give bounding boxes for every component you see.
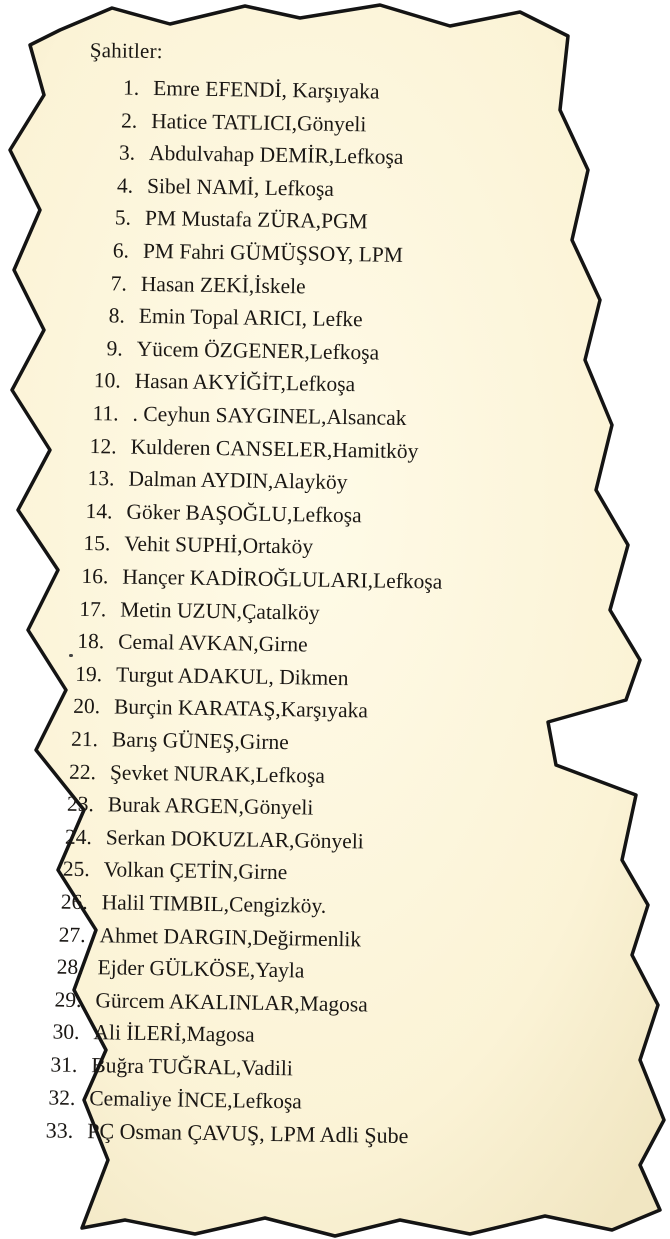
witness-entry: [97, 110, 367, 136]
witness-entry: [78, 403, 406, 430]
entry-name: Emre EFENDİ, Karşıyaka: [153, 76, 380, 104]
witness-entry: [48, 891, 327, 917]
witness-entry: [85, 305, 363, 331]
witness-entry: [91, 207, 368, 233]
entry-name: Vehit SUPHİ,Ortaköy: [124, 531, 314, 559]
witness-entry: [56, 761, 325, 787]
entry-number: 18.: [77, 629, 105, 654]
entry-number: 2.: [120, 108, 138, 133]
entry-number: 17.: [79, 596, 107, 621]
entry-name: Burak ARGEN,Gönyeli: [107, 792, 314, 820]
entry-name: Ahmet DARGIN,Değirmenlik: [99, 922, 362, 951]
entry-name: Cemaliye İNCE,Lefkoşa: [89, 1085, 303, 1114]
witness-entry: [72, 498, 362, 528]
entry-name: Ali İLERİ,Magosa: [93, 1020, 255, 1048]
entry-number: 8.: [108, 303, 126, 328]
entry-name: Turgut ADAKUL, Dikmen: [115, 662, 349, 690]
witness-entry: [33, 1119, 408, 1147]
entry-name: Cemal AVKAN,Girne: [118, 629, 308, 657]
entry-name: Sibel NAMİ, Lefkoşa: [146, 173, 335, 201]
witness-entry: [83, 338, 380, 364]
witness-entry: [93, 175, 334, 200]
witness-entry: [58, 726, 289, 755]
entry-name: Hançer KADİROĞLULARI,Lefkoşa: [122, 564, 443, 594]
entry-name: PM Fahri GÜMÜŞSOY, LPM: [142, 238, 404, 267]
entry-number: 23.: [66, 791, 95, 817]
entry-name: Dalman AYDIN,Alayköy: [128, 466, 348, 495]
entry-number: 13.: [87, 466, 115, 491]
witness-entry: [68, 563, 443, 594]
witness-entry: [64, 631, 308, 656]
witness-entry: [60, 696, 368, 722]
entry-number: 10.: [93, 368, 121, 393]
entry-name: Serkan DOKUZLAR,Gönyeli: [105, 825, 364, 854]
entry-number: 9.: [106, 336, 123, 361]
entry-number: 6.: [112, 238, 130, 263]
entry-name: Emin Topal ARICI, Lefke: [138, 303, 363, 332]
entry-name: Şevket NURAK,Lefkoşa: [109, 759, 326, 788]
witness-entry: [62, 663, 349, 689]
witness-entry: [54, 791, 314, 820]
witness-entry: [37, 1054, 293, 1080]
entry-name: Gürcem AKALINLAR,Magosa: [95, 988, 368, 1017]
entry-name: Halil TIMBIL,Cengizköy.: [101, 890, 327, 918]
witness-entry: [50, 859, 288, 884]
entry-name: Hasan AKYİĞİT,Lefkoşa: [134, 369, 356, 397]
entry-name: Hatice TATLICI,Gönyeli: [150, 108, 367, 136]
entry-number: 14.: [85, 498, 113, 524]
entry-name: Burçin KARATAŞ,Karşıyaka: [113, 694, 369, 723]
entry-name: Metin UZUN,Çatalköy: [120, 597, 320, 625]
entry-name: PM Mustafa ZÜRA,PGM: [144, 206, 368, 234]
witness-entry: [45, 924, 361, 950]
entry-number: 24.: [64, 824, 93, 849]
entry-number: 30.: [52, 1019, 80, 1045]
entry-name: PÇ Osman ÇAVUŞ, LPM Adli Şube: [87, 1118, 409, 1149]
entry-name: Göker BAŞOĞLU,Lefkoşa: [126, 499, 362, 528]
entry-number: 15.: [83, 531, 111, 556]
entry-name: . Ceyhun SAYGINEL,Alsancak: [132, 401, 407, 431]
entry-name: Hasan ZEKİ,İskele: [140, 271, 306, 299]
witness-entry: [35, 1087, 302, 1113]
witness-entry: [99, 77, 380, 103]
witness-entry: [43, 954, 305, 983]
witness-entry: [74, 468, 347, 494]
witness-entry: [66, 598, 320, 623]
entry-number: 21.: [70, 726, 99, 752]
entry-number: 32.: [48, 1085, 76, 1110]
entry-name: Ejder GÜLKÖSE,Yayla: [97, 955, 305, 983]
entry-name: Volkan ÇETİN,Girne: [103, 857, 288, 885]
witness-entry: [39, 1019, 255, 1048]
stray-ink-mark: [69, 654, 73, 657]
entry-number: 5.: [114, 205, 132, 231]
entry-number: 7.: [110, 270, 128, 296]
witness-entry: [41, 989, 368, 1016]
entry-name: Yücem ÖZGENER,Lefkoşa: [136, 336, 380, 365]
entry-number: 4.: [116, 173, 134, 198]
witness-entry: [70, 533, 313, 558]
witness-entry: [81, 370, 356, 396]
entry-number: 20.: [73, 694, 101, 719]
list-heading: Şahitler:: [89, 38, 163, 64]
entry-number: 16.: [81, 563, 109, 589]
entry-number: 28.: [56, 954, 84, 980]
witness-entry: [76, 435, 418, 462]
witness-entry: [52, 826, 364, 852]
entry-name: Abdulvahap DEMİR,Lefkoşa: [148, 141, 404, 170]
entry-number: 22.: [68, 759, 97, 784]
witness-entry: [87, 270, 306, 299]
entry-number: 1.: [122, 75, 140, 100]
entry-number: 3.: [118, 140, 136, 165]
entry-number: 27.: [58, 922, 86, 947]
witness-entry: [89, 240, 403, 266]
entry-number: 33.: [45, 1117, 74, 1144]
entry-number: 29.: [54, 987, 82, 1012]
entry-name: Buğra TUĞRAL,Vadili: [91, 1053, 294, 1081]
witness-entry: [95, 142, 404, 168]
entry-name: Kulderen CANSELER,Hamitköy: [130, 434, 419, 463]
entry-name: Barış GÜNEŞ,Girne: [111, 727, 289, 755]
entry-number: 12.: [89, 433, 117, 459]
entry-number: 19.: [75, 661, 103, 687]
entry-number: 31.: [50, 1052, 78, 1077]
entry-number: 26.: [60, 889, 88, 915]
entry-number: 11.: [92, 401, 119, 426]
entry-number: 25.: [62, 857, 90, 882]
